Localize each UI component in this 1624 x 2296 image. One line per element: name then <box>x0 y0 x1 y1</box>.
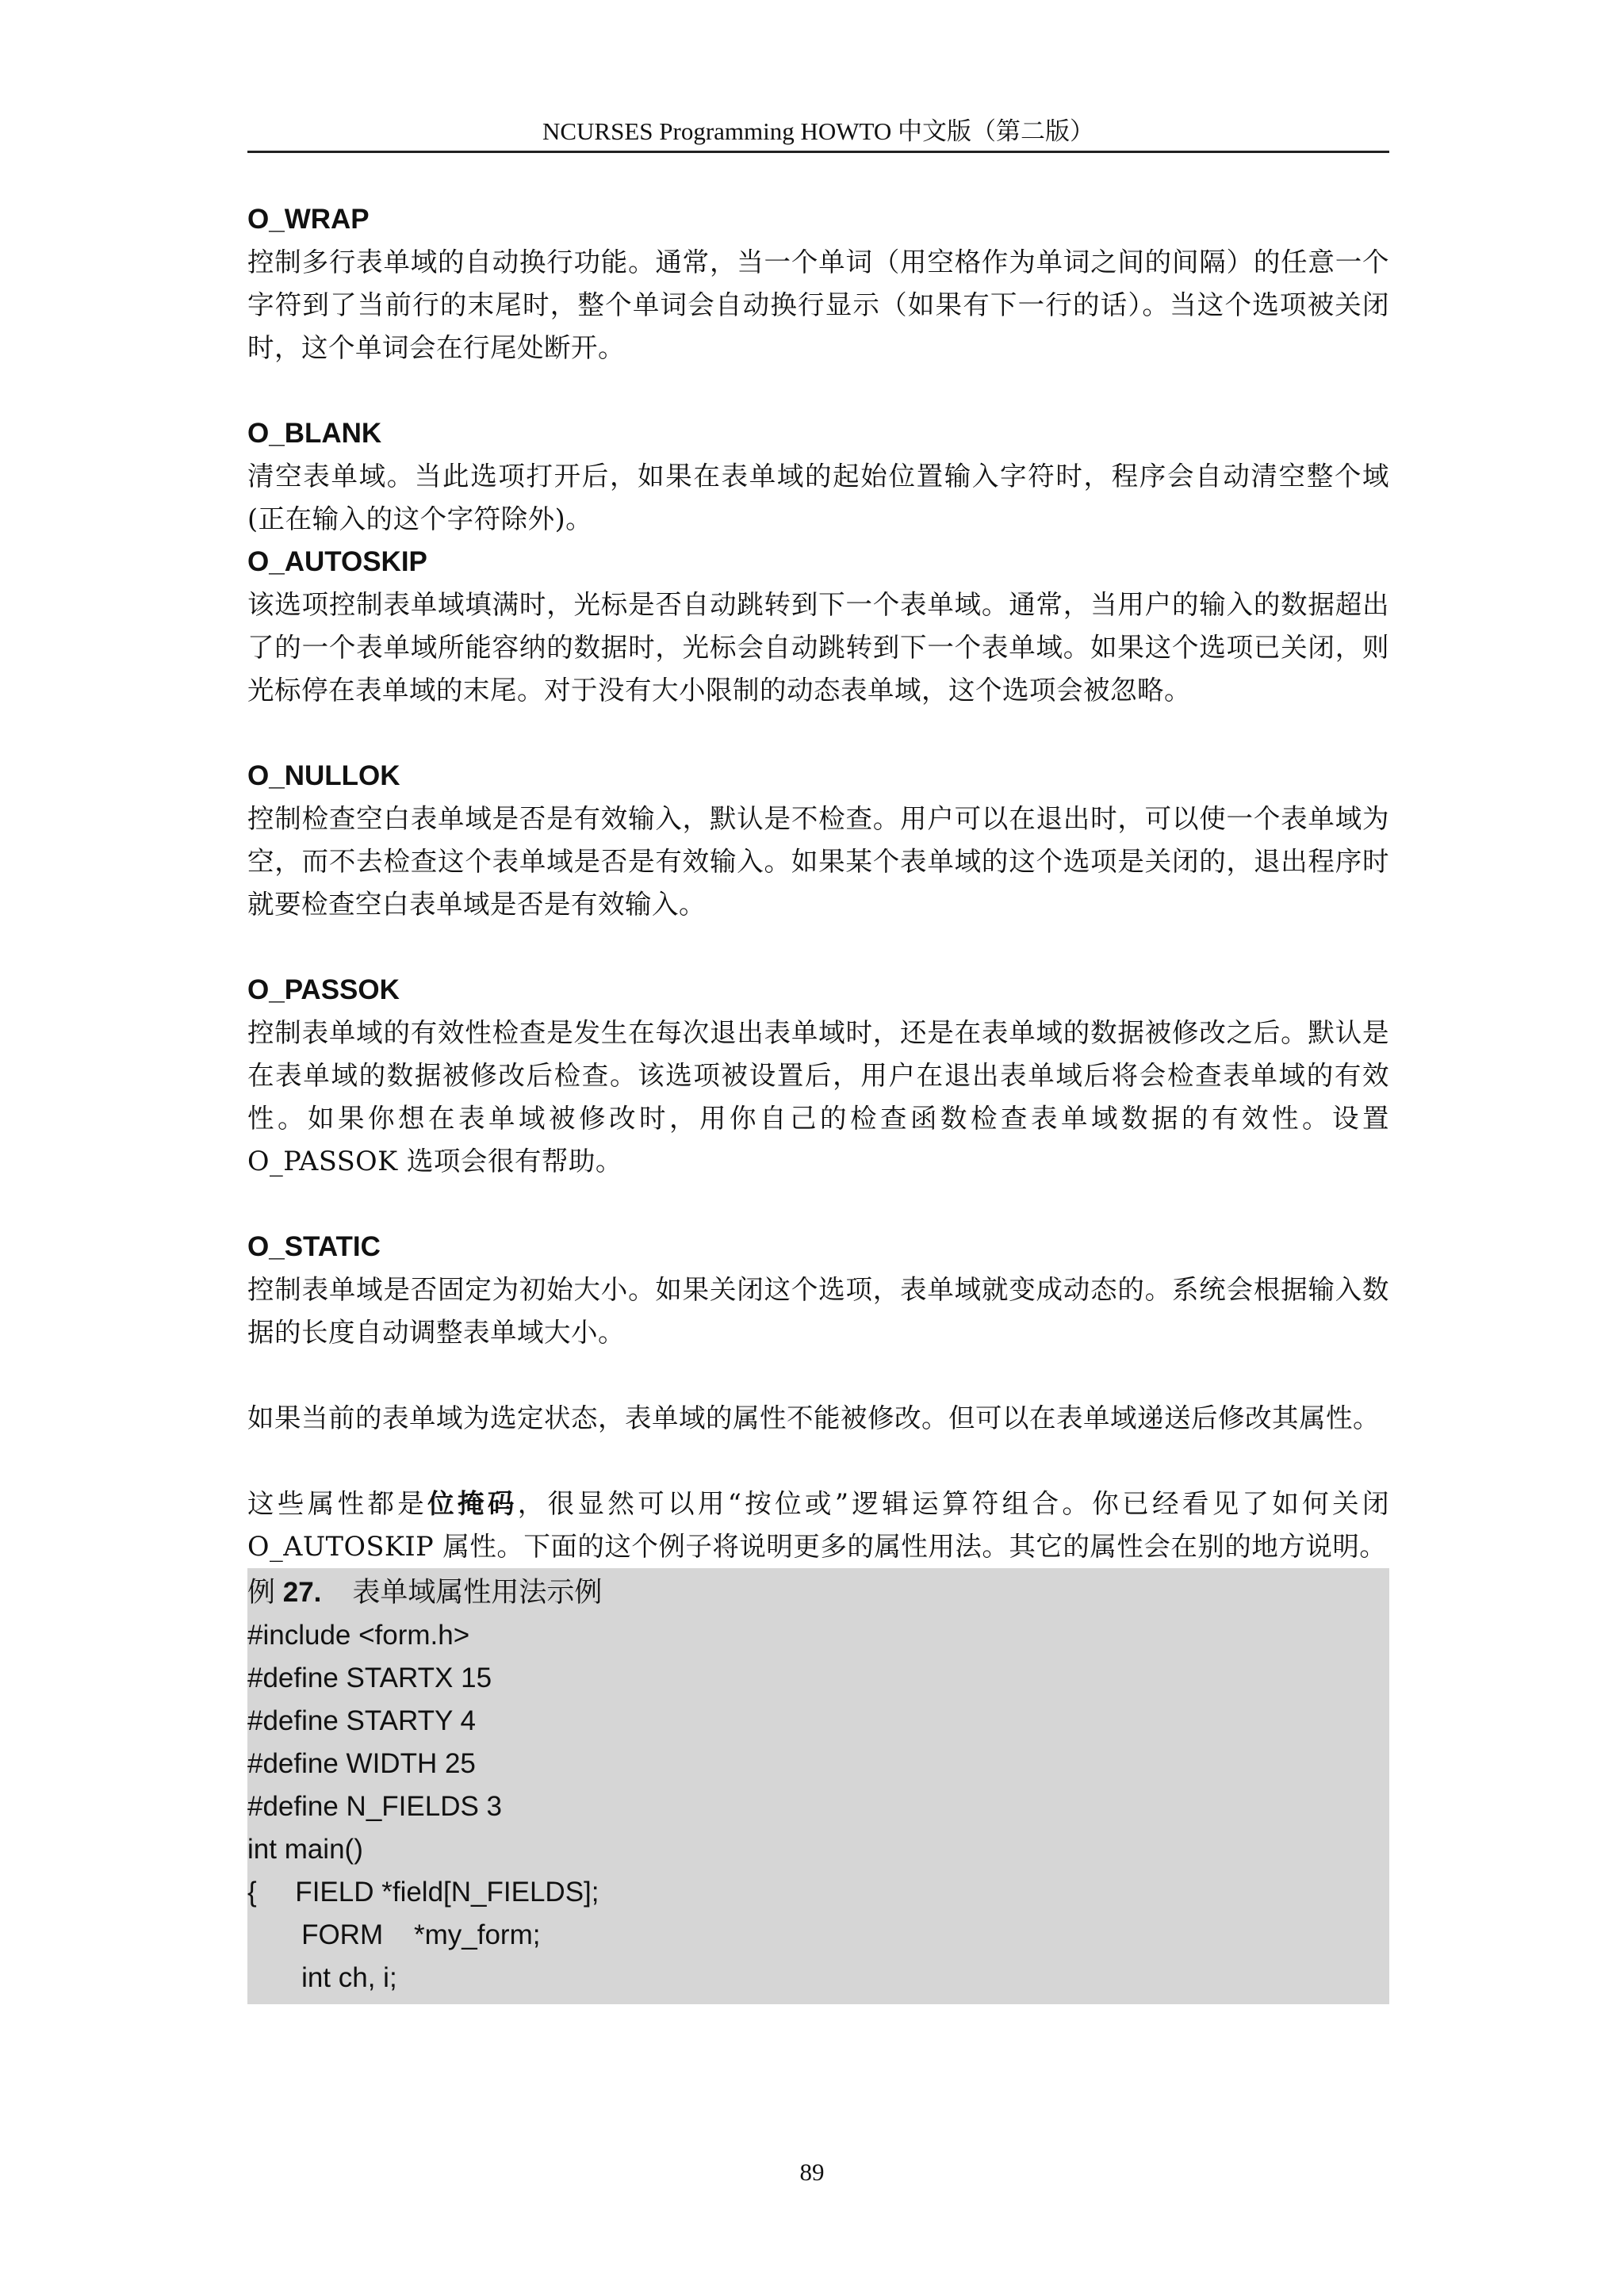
code-line: FORM *my_form; <box>247 1919 541 1950</box>
code-line: #include <form.h> <box>247 1620 470 1651</box>
section-body: 控制检查空白表单域是否是有效输入，默认是不检查。用户可以在退出时，可以使一个表单域为空，而不去检查这个表单域是否是有效输入。如果某个表单域的这个选项是关闭的，退出程序时就要检查空白表单域是否是有效输入。 <box>247 803 1389 920</box>
section-heading: O_BLANK <box>247 418 382 449</box>
section-o-passok <box>247 969 1389 1183</box>
code-line: #define N_FIELDS 3 <box>247 1791 503 1822</box>
section-heading: O_PASSOK <box>247 974 400 1005</box>
section-body: 控制多行表单域的自动换行功能。通常，当一个单词（用空格作为单词之间的间隔）的任意一个字符到了当前行的末尾时，整个单词会自动换行显示（如果有下一行的话）。当这个选项被关闭时，这个单词会在行尾处断开。 <box>247 247 1389 363</box>
section-heading: O_AUTOSKIP <box>247 546 427 577</box>
spacer <box>247 926 1389 969</box>
section-heading: O_NULLOK <box>247 760 400 791</box>
running-header: NCURSES Programming HOWTO 中文版（第二版） <box>542 117 1095 145</box>
bitmask-paragraph <box>247 1483 1389 1568</box>
section-body: 清空表单域。当此选项打开后，如果在表单域的起始位置输入字符时，程序会自动清空整个域(正在输入的这个字符除外)。 <box>247 461 1389 534</box>
spacer <box>247 1440 1389 1483</box>
example-number: 27. <box>282 1577 322 1608</box>
bitmask-term: 位掩码 <box>427 1488 518 1519</box>
code-line: int ch, i; <box>247 1962 397 1993</box>
spacer <box>247 1354 1389 1397</box>
code-line: { FIELD *field[N_FIELDS]; <box>247 1877 599 1908</box>
section-heading: O_WRAP <box>247 204 370 235</box>
section-body: 控制表单域的有效性检查是发生在每次退出表单域时，还是在表单域的数据被修改之后。默认是在表单域的数据被修改后检查。该选项被设置后，用户在退出表单域后将会检查表单域的有效性。如果你想在表单域被修改时，用你自己的检查函数检查表单域数据的有效性。设置 O_PASSOK 选项会很有帮助。 <box>247 1017 1389 1177</box>
code-line: #define WIDTH 25 <box>247 1748 476 1779</box>
section-o-autoskip <box>247 541 1389 712</box>
section-body: 控制表单域是否固定为初始大小。如果关闭这个选项，表单域就变成动态的。系统会根据输入数据的长度自动调整表单域大小。 <box>247 1274 1389 1348</box>
section-o-nullok <box>247 755 1389 926</box>
page-content <box>247 198 1389 2004</box>
spacer <box>247 712 1389 755</box>
example-code-box <box>247 1568 1389 2004</box>
example-title <box>247 1571 1389 1614</box>
header-rule <box>247 151 1389 153</box>
section-o-wrap <box>247 198 1389 369</box>
note-paragraph: 如果当前的表单域为选定状态，表单域的属性不能被修改。但可以在表单域递送后修改其属性。 <box>247 1402 1380 1433</box>
section-o-blank <box>247 412 1389 541</box>
example-label-prefix: 例 <box>247 1577 276 1608</box>
spacer <box>247 1183 1389 1226</box>
spacer <box>247 369 1389 412</box>
section-heading: O_STATIC <box>247 1231 381 1262</box>
code-line: #define STARTY 4 <box>247 1705 476 1736</box>
code-line: #define STARTX 15 <box>247 1663 492 1693</box>
code-line: int main() <box>247 1834 363 1865</box>
page-number: 89 <box>799 2158 825 2186</box>
section-o-static <box>247 1226 1389 1354</box>
bitmask-text-after: ，很显然可以用“按位或”逻辑运算符组合。你已经看见了如何关闭O_AUTOSKIP 属性。下面的这个例子将说明更多的属性用法。其它的属性会在别的地方说明。 <box>247 1488 1389 1562</box>
example-title-text: 表单域属性用法示例 <box>352 1577 603 1608</box>
section-body: 该选项控制表单域填满时，光标是否自动跳转到下一个表单域。通常，当用户的输入的数据超出了的一个表单域所能容纳的数据时，光标会自动跳转到下一个表单域。如果这个选项已关闭，则光标停在表单域的末尾。对于没有大小限制的动态表单域，这个选项会被忽略。 <box>247 589 1389 706</box>
bitmask-text-before: 这些属性都是 <box>247 1488 428 1519</box>
